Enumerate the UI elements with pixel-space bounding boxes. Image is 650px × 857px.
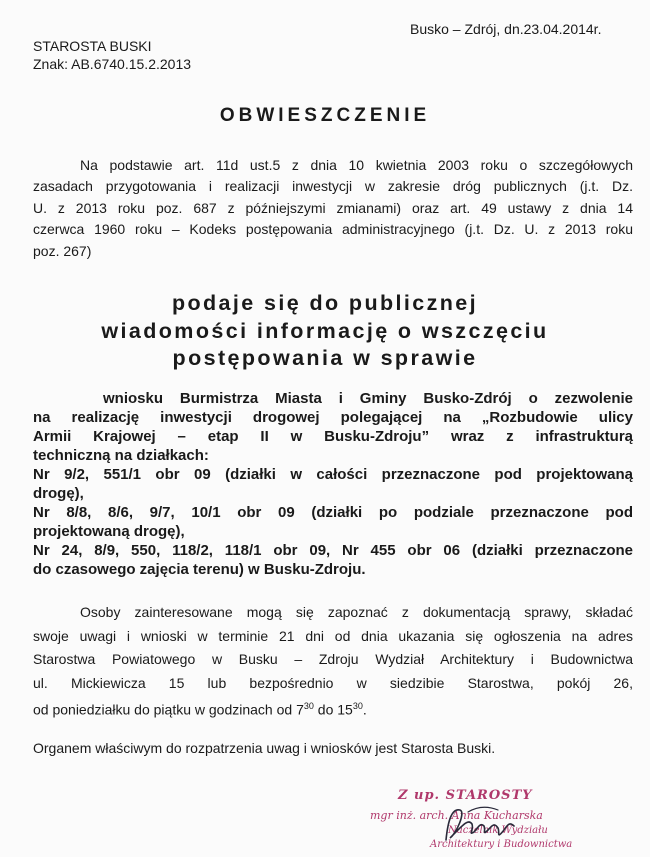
- document-title: OBWIESZCZENIE: [219, 105, 431, 126]
- place-date: Busko – Zdrój, dn.23.04.2014r.: [410, 21, 602, 37]
- paragraph-line: czerwca 1960 roku – Kodeks postępowania administracyjnego (j.t. Dz. U. z 2013 roku: [33, 221, 633, 238]
- stamp-line-position: Naczelnik Wydziału: [448, 825, 548, 836]
- stamp-line-name: mgr inż. arch. Anna Kucharska: [370, 809, 543, 822]
- paragraph-line: poz. 267): [33, 242, 92, 259]
- stamp-line-department: Architektury i Budownictwa: [430, 839, 573, 850]
- stamp-line-authority: Z up. STAROSTY: [398, 788, 533, 803]
- paragraph-line: swoje uwagi i wnioski w terminie 21 dni od dnia ukazania się ogłoszenia na adres: [33, 627, 633, 644]
- subject-paragraph: [33, 389, 633, 579]
- issuing-authority: STAROSTA BUSKI: [33, 38, 152, 54]
- parcel-list-line: Nr 24, 8/9, 550, 118/2, 118/1 obr 09, Nr 455 obr 06 (działki przeznaczone: [33, 542, 633, 559]
- paragraph-line: Starostwa Powiatowego w Busku – Zdroju Wydział Architektury i Budownictwa: [33, 651, 633, 667]
- subject-line: na realizację inwestycji drogowej polegającej na „Rozbudowie ulicy: [33, 409, 633, 426]
- paragraph-line: Osoby zainteresowane mogą się zapoznać z dokumentacją sprawy, składać: [80, 604, 633, 620]
- subject-line: techniczną na działkach:: [33, 447, 209, 464]
- headline-line: podaje się do publicznej: [171, 291, 479, 315]
- headline-line: wiadomości informację o wszczęciu: [101, 318, 549, 343]
- handwritten-signature: [438, 800, 518, 850]
- subject-line: Armii Krajowej – etap II w Busku-Zdroju” wraz z infrastrukturą: [33, 428, 633, 445]
- parcel-list-line: Nr 8/8, 8/6, 9/7, 10/1 obr 09 (działki po podziale przeznaczone pod: [33, 504, 633, 521]
- office-hours: od poniedziałku do piątku w godzinach od $7^{30}$ do $15^{30}$.: [33, 701, 367, 718]
- parcel-list-line: drogę),: [33, 485, 84, 502]
- announcement-headline: [0, 290, 650, 373]
- paragraph-line: zasadach przygotowania i realizacji inwestycji w zakresie dróg publicznych (j.t. Dz.: [33, 178, 633, 195]
- paragraph-line: U. z 2013 roku poz. 687 z późniejszymi zmianami) oraz art. 49 ustawy z dnia 14: [33, 199, 633, 216]
- parcel-list-line: projektowaną drogę),: [33, 523, 185, 540]
- legal-basis-paragraph: [33, 155, 633, 262]
- case-reference: Znak: AB.6740.15.2.2013: [33, 56, 192, 72]
- parcel-list-line: Nr 9/2, 551/1 obr 09 (działki w całości przeznaczone pod projektowaną: [33, 466, 633, 483]
- closing-statement: Organem właściwym do rozpatrzenia uwag i wniosków jest Starosta Buski.: [33, 740, 496, 756]
- consultation-paragraph: [33, 601, 633, 722]
- paragraph-line: ul. Mickiewicza 15 lub bezpośrednio w siedzibie Starostwa, pokój 26,: [33, 674, 633, 691]
- headline-line: postępowania w sprawie: [172, 346, 478, 370]
- paragraph-line: Na podstawie art. 11d ust.5 z dnia 10 kwietnia 2003 roku o szczegółowych: [80, 157, 633, 173]
- parcel-list-line: do czasowego zajęcia terenu) w Busku-Zdroju.: [33, 561, 366, 578]
- subject-line: wniosku Burmistrza Miasta i Gminy Busko-Zdrój o zezwolenie: [103, 390, 633, 407]
